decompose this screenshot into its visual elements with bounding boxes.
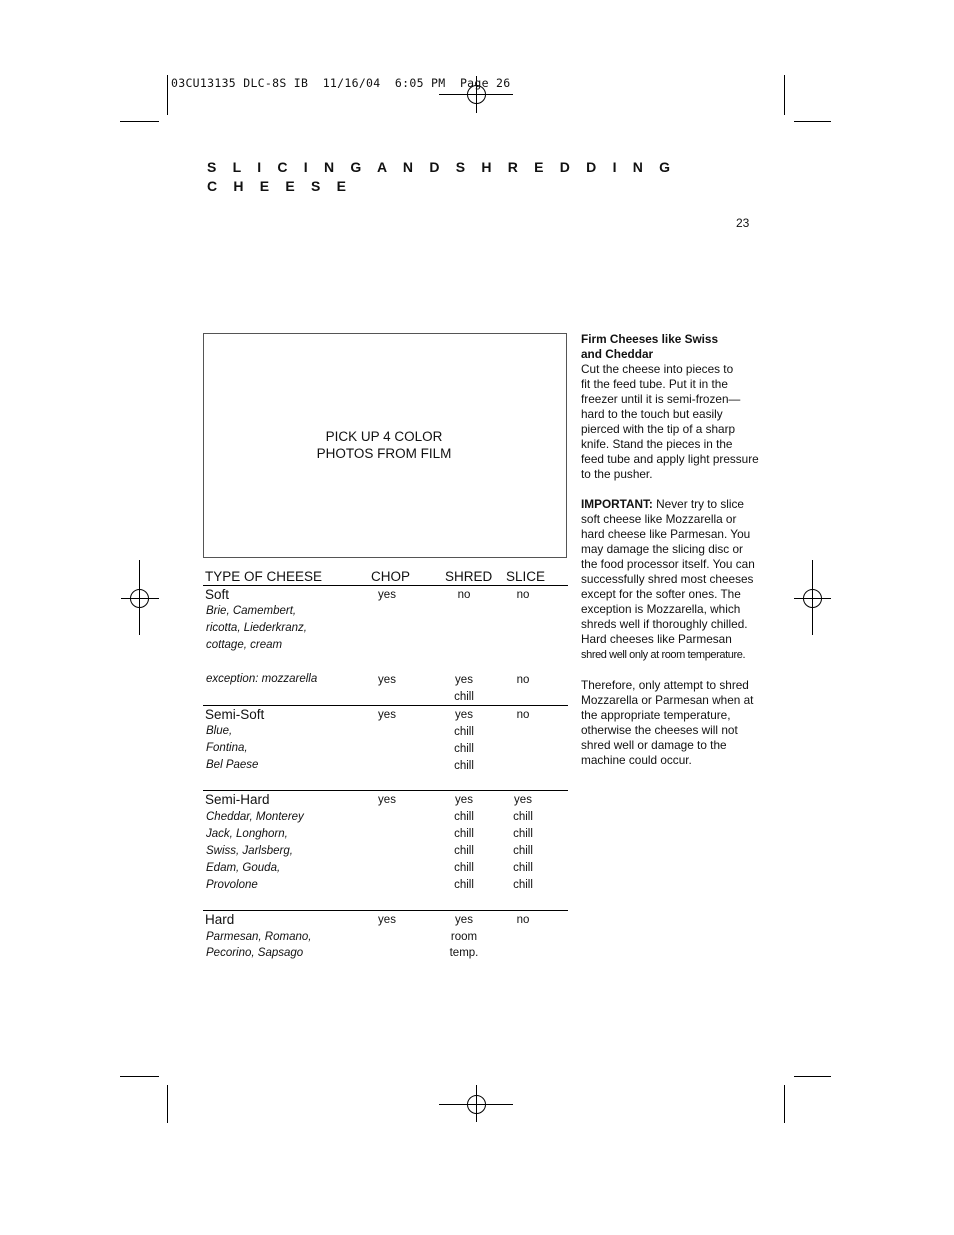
header-chop: CHOP	[371, 569, 411, 584]
text-line: shreds well if thoroughly chilled.	[581, 617, 748, 631]
text-line: feed tube and apply light pressure	[581, 452, 759, 466]
chop-value: yes	[378, 589, 396, 601]
text-line: Therefore, only attempt to shred	[581, 678, 749, 692]
shred-value: chill	[454, 811, 474, 823]
cheese-type-name: Semi-Soft	[205, 707, 265, 722]
text-line: shred well or damage to the	[581, 738, 727, 752]
cheese-examples: ricotta, Liederkranz,	[206, 622, 307, 634]
sidebar-paragraph-conclusion	[581, 678, 759, 768]
shred-value: chill	[454, 691, 474, 703]
header-slice: SLICE	[506, 569, 546, 584]
text-line: Cut the cheese into pieces to	[581, 362, 734, 376]
slice-value: yes	[514, 794, 532, 806]
text-line: Never try to slice	[652, 497, 744, 511]
text-line: exception is Mozzarella, which	[581, 602, 741, 616]
print-slug: 03CU13135 DLC-8S IB 11/16/04 6:05 PM Page 26	[171, 76, 511, 90]
text-line: except for the softer ones. The	[581, 587, 741, 601]
cheese-examples: cottage, cream	[206, 639, 283, 651]
text-line: the food processor itself. You can	[581, 557, 755, 571]
shred-value: chill	[454, 743, 474, 755]
slice-value: chill	[513, 811, 533, 823]
text-line: shred well only at room temperature.	[581, 649, 746, 661]
text-line: Hard cheeses like Parmesan	[581, 632, 732, 646]
slice-value: chill	[513, 845, 533, 857]
shred-value: chill	[454, 726, 474, 738]
cheese-type-name: Hard	[205, 912, 235, 927]
sidebar-paragraph-important	[581, 497, 759, 663]
shred-value: chill	[454, 845, 474, 857]
photo-placeholder-line-1: PICK UP 4 COLOR	[325, 429, 443, 444]
chop-value: yes	[378, 794, 396, 806]
cheese-examples: Bel Paese	[206, 759, 259, 771]
cheese-exception: exception: mozzarella	[206, 673, 318, 685]
shred-value: chill	[454, 879, 474, 891]
shred-value: chill	[454, 828, 474, 840]
text-line: hard to the touch but easily	[581, 407, 723, 421]
row-divider	[203, 910, 568, 911]
shred-value: room	[450, 931, 478, 943]
text-line: freezer until it is semi-frozen—	[581, 392, 741, 406]
cheese-examples: Provolone	[206, 879, 258, 891]
chop-value: yes	[378, 674, 396, 686]
sidebar-heading	[581, 332, 759, 362]
text-line: knife. Stand the pieces in the	[581, 437, 733, 451]
cheese-examples: Swiss, Jarlsberg,	[206, 845, 293, 857]
cheese-type-name: Semi-Hard	[205, 792, 270, 807]
photo-placeholder-line-2: PHOTOS FROM FILM	[316, 446, 452, 461]
header-shred: SHRED	[445, 569, 493, 584]
page-title-line-2: C H E E S E	[207, 178, 353, 194]
text-line: hard cheese like Parmesan. You	[581, 527, 751, 541]
photo-placeholder-text	[203, 428, 565, 462]
text-line: pierced with the tip of a sharp	[581, 422, 736, 436]
page-title	[207, 158, 676, 196]
shred-value: yes	[455, 709, 473, 721]
slice-value: chill	[513, 862, 533, 874]
sidebar-paragraph-freezing	[581, 362, 759, 482]
text-line: may damage the slicing disc or	[581, 542, 743, 556]
shred-value: yes	[455, 674, 473, 686]
cheese-examples: Edam, Gouda,	[206, 862, 281, 874]
page-number: 23	[736, 216, 750, 230]
slice-value: no	[516, 914, 530, 926]
page-title-line-1: S L I C I N G A N D S H R E D D I N G	[207, 159, 677, 175]
cheese-examples: Brie, Camembert,	[206, 605, 297, 617]
chop-value: yes	[378, 914, 396, 926]
text-line: soft cheese like Mozzarella or	[581, 512, 737, 526]
slice-value: chill	[513, 879, 533, 891]
cheese-examples: Parmesan, Romano,	[206, 931, 312, 943]
row-divider	[203, 705, 568, 706]
sidebar-text	[581, 332, 759, 768]
shred-value: yes	[455, 914, 473, 926]
cheese-type-name: Soft	[205, 587, 230, 602]
text-line: fit the feed tube. Put it in the	[581, 377, 728, 391]
header-rule	[203, 585, 568, 586]
sidebar-heading-line: and Cheddar	[581, 347, 654, 361]
text-line: otherwise the cheeses will not	[581, 723, 738, 737]
cheese-examples: Pecorino, Sapsago	[206, 947, 304, 959]
shred-value: yes	[455, 794, 473, 806]
cheese-examples: Fontina,	[206, 742, 248, 754]
important-label: IMPORTANT:	[581, 497, 653, 511]
slice-value: no	[516, 589, 530, 601]
shred-value: chill	[454, 760, 474, 772]
cheese-examples: Cheddar, Monterey	[206, 811, 304, 823]
cheese-examples: Blue,	[206, 725, 233, 737]
cheese-examples: Jack, Longhorn,	[206, 828, 288, 840]
slice-value: no	[516, 674, 530, 686]
shred-value: temp.	[449, 947, 479, 959]
shred-value: no	[457, 589, 471, 601]
text-line: Mozzarella or Parmesan when at	[581, 693, 754, 707]
shred-value: chill	[454, 862, 474, 874]
slice-value: no	[516, 709, 530, 721]
header-type-of-cheese: TYPE OF CHEESE	[205, 569, 323, 584]
text-line: the appropriate temperature,	[581, 708, 731, 722]
sidebar-heading-line: Firm Cheeses like Swiss	[581, 332, 719, 346]
text-line: successfully shred most cheeses	[581, 572, 754, 586]
row-divider	[203, 790, 568, 791]
slice-value: chill	[513, 828, 533, 840]
text-line: machine could occur.	[581, 753, 692, 767]
text-line: to the pusher.	[581, 467, 653, 481]
chop-value: yes	[378, 709, 396, 721]
